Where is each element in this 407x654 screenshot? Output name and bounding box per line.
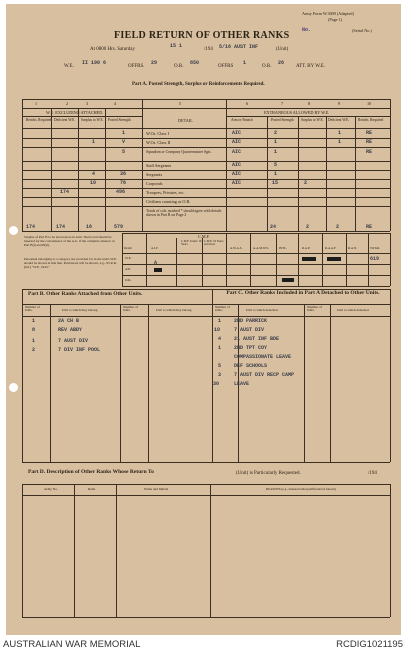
part-c-unit: 21 AUST INF BDE: [234, 336, 280, 342]
part-b-unit: 7 DIV INF POOL: [58, 347, 101, 353]
part-b-num: 1: [32, 318, 36, 324]
cell-value: 15: [272, 180, 279, 186]
part-c-num: 1: [218, 345, 222, 351]
redaction-mark: [302, 257, 316, 261]
cell-value: 36: [120, 171, 127, 177]
posted-total-value: 619: [370, 256, 380, 262]
header-arm-branch: Arm or Branch: [231, 118, 253, 122]
cell-value: 496: [116, 189, 126, 195]
part-c-unit: 2ND PARRICK: [234, 318, 268, 324]
total-value: 174: [56, 224, 66, 230]
cell-value: 5: [122, 149, 126, 155]
part-c-num: 5: [218, 363, 222, 369]
col-number: 8: [308, 101, 311, 106]
col-number: 6: [246, 101, 249, 106]
cell-value: AIC: [232, 162, 242, 168]
detail-label: Troopers, Privates, etc.: [146, 190, 185, 195]
total-value: 16: [86, 224, 93, 230]
part-c-num: 10: [214, 327, 221, 333]
part-b-unit: REV ABDY: [58, 327, 83, 333]
detail-label: W.Os. Class I: [146, 131, 169, 136]
detail-label: Civilians counting as O.R.: [146, 199, 191, 204]
offrs-typed: 29: [151, 60, 158, 66]
part-d-title: Part D. Description of Other Ranks Whose Return To: [28, 469, 154, 475]
part-d-col: Army No.: [44, 487, 58, 491]
posted-header: TOTAL: [370, 246, 381, 250]
or-typed: 850: [190, 60, 200, 66]
header-reinfts-2: Reinfts. Required: [358, 118, 384, 122]
part-c-unit: 7 AUST DIV RECP CAMP: [234, 372, 295, 378]
part-b-num: 1: [32, 338, 36, 344]
or2-label: O.R.: [262, 64, 272, 69]
posted-header: A.W.A.S.: [230, 246, 243, 250]
footer-id: RCDIG1021195: [336, 639, 403, 650]
cell-value: RE: [366, 139, 373, 145]
part-d-unit-requested: (Unit) is Particularly Requested.: [236, 471, 301, 476]
cell-value: 1: [274, 149, 278, 155]
header-detail: DETAIL: [178, 118, 193, 123]
cell-value: 174: [60, 189, 70, 195]
part-a-note-2: Personnel belonging to a category not provided for in the unit's W.E. should be shown in this line. Particulars will be shown, e.g., 95 R.R. (Inf.) "W.E. 1943.": [24, 257, 117, 270]
header-posted-strength: Posted Strength: [108, 118, 131, 122]
col-number: 2: [66, 101, 69, 106]
unit-label: (Unit): [276, 47, 289, 52]
header-deficient-2: Deficient W.E.: [328, 118, 350, 122]
or-label: O.R.: [174, 64, 184, 69]
part-c-num: 4: [218, 336, 222, 342]
detail-label: Corporals: [146, 181, 163, 186]
part-b-col: Unit to which they belong: [156, 308, 192, 312]
posted-header: A.I.F.: [151, 246, 159, 250]
posted-header: INTL.: [279, 246, 288, 250]
we-typed: II 190 6: [82, 60, 107, 66]
detail-label: Sergeants: [146, 172, 163, 177]
total-value: 579: [114, 224, 124, 230]
form-paper: [6, 4, 401, 635]
year-label: /194: [204, 47, 213, 52]
cell-value: 10: [90, 180, 97, 186]
cell-value: AIC: [232, 180, 242, 186]
posted-header: R.A.N.: [348, 246, 358, 250]
header-reinfts-required: Reinfts. Required: [26, 118, 52, 122]
posted-header: Detail: [124, 246, 132, 250]
cell-value: 5: [274, 162, 278, 168]
cell-value: 2: [274, 130, 278, 136]
part-b-title: Part B. Other Ranks Attached from Other Units.: [28, 291, 143, 297]
or2-typed: 26: [278, 60, 285, 66]
we-label: W.E.: [64, 64, 74, 69]
att-label: ATT. BY W.E.: [296, 64, 326, 69]
redaction-mark: [154, 268, 162, 272]
part-d-col: Rank: [88, 487, 96, 491]
part-c-unit: COMPASSIONATE LEAVE: [234, 354, 292, 360]
total-value: 174: [26, 224, 36, 230]
handwritten-number: No.: [302, 27, 312, 33]
part-b-col: Unit to which they belong: [62, 308, 98, 312]
cell-value: AIC: [232, 139, 242, 145]
part-c-num: 30: [213, 381, 220, 387]
col-number: 5: [179, 101, 182, 106]
part-a-note: Surplus of Part B to be shown here in Arm. Their total should be inserted for the convenience of the A.G. if the complete absence of Part B(i) and B(ii).: [24, 235, 115, 248]
cell-value: 1: [274, 171, 278, 177]
col-number: 4: [114, 101, 117, 106]
time-label: At 0800 Hrs. Saturday: [90, 47, 135, 52]
col-number: 7: [281, 101, 284, 106]
cell-value: V: [122, 139, 126, 145]
part-b-unit: 2A CH B: [58, 318, 80, 324]
form-reference: Army Form W.3009 (Adapted): [302, 11, 354, 16]
part-d-year: /194: [368, 471, 377, 476]
date-typed: 15 1: [170, 43, 183, 49]
cell-value: 1: [122, 130, 126, 136]
posted-header: C.M.F. Under 19 Years: [181, 239, 202, 246]
col-number: 9: [338, 101, 341, 106]
punch-hole: [9, 383, 18, 392]
offrs-label: OFFRS.: [128, 64, 145, 69]
cell-value: RE: [366, 130, 373, 136]
header-surplus-2: Surplus to W.E.: [301, 118, 324, 122]
posted-header: A.A.M.W.S.: [253, 246, 269, 250]
cell-value: AIC: [232, 171, 242, 177]
part-c-col: Unit to which detached: [337, 308, 369, 312]
header-surplus: Surplus to W.E.: [81, 118, 104, 122]
part-c-title: Part C. Other Ranks Included in Part A Detached to Other Units.: [226, 290, 380, 296]
cell-value: 1: [338, 130, 342, 136]
posted-aif-value: A: [154, 260, 158, 266]
part-c-unit: LEAVE: [234, 381, 250, 387]
part-c-col: Number of O.Rs.: [307, 305, 322, 313]
offrs2-label: OFFRS: [218, 64, 234, 69]
part-b-num: 8: [32, 327, 36, 333]
part-d-col: Name and Initials: [144, 487, 169, 491]
total-value: 2: [336, 224, 340, 230]
archive-footer: [0, 636, 407, 654]
detail-label: Totals of cols. marked * should agree with details shown in Part B on Page 2: [146, 209, 222, 218]
offrs2-typed: 1: [243, 60, 247, 66]
part-b-col: Number of O.Rs.: [25, 305, 40, 313]
redaction-mark: [327, 257, 341, 261]
part-c-col: Number of O.Rs.: [215, 305, 230, 313]
footer-source: AUSTRALIAN WAR MEMORIAL: [3, 639, 141, 650]
part-c-unit: DEF SCHOOLS: [234, 363, 268, 369]
posted-row-label: O.R.: [125, 278, 132, 282]
cmf-group: C.M.F.: [198, 234, 210, 239]
cell-value: RE: [366, 149, 373, 155]
posted-header: C.M.F. 19 Years and Over: [204, 239, 224, 246]
cell-value: 4: [92, 171, 96, 177]
part-c-num: 3: [218, 372, 222, 378]
part-a-title: Part A. Posted Strength, Surplus or Reinforcements Required.: [132, 82, 265, 87]
posted-header: R.A.A.F.: [325, 246, 337, 250]
cell-value: 1: [274, 139, 278, 145]
col-number: 1: [35, 101, 38, 106]
detail-label: W.Os. Class II: [146, 140, 171, 145]
part-c-col: Unit to which detached: [246, 308, 278, 312]
col-number: 10: [367, 101, 372, 106]
cell-value: 2: [304, 180, 308, 186]
cell-value: AIC: [232, 130, 242, 136]
col-number: 3: [86, 101, 89, 106]
we-excluding-attached: W.E. EXCLUDING ATTACHED.: [46, 110, 104, 115]
total-value: RE: [366, 224, 373, 230]
part-b-num: 2: [32, 347, 36, 353]
redaction-mark: [282, 278, 294, 282]
total-value: 24: [270, 224, 277, 230]
cell-value: 1: [338, 139, 342, 145]
punch-hole: [9, 226, 18, 235]
posted-row-label: W.E.: [125, 256, 132, 260]
form-page: (Page 1): [328, 17, 343, 22]
posted-row-label: AIC: [125, 267, 131, 271]
header-deficient: Deficient W.E.: [54, 118, 76, 122]
cell-value: AIC: [232, 149, 242, 155]
extraneous-allowed: EXTRANEOUS ALLOWED BY W.E.: [264, 110, 330, 115]
detail-label: Staff Sergeants: [146, 163, 172, 168]
header-posted-strength-2: Posted Strength: [271, 118, 294, 122]
cell-value: 1: [92, 139, 96, 145]
form-title: FIELD RETURN OF OTHER RANKS: [114, 30, 290, 41]
part-c-unit: 7 AUST DIV: [234, 327, 265, 333]
total-value: 2: [306, 224, 310, 230]
serial-label: (Serial No.): [352, 28, 372, 33]
unit-typed: 5/16 AUST INF: [219, 44, 259, 50]
posted-header: R.A.P.: [302, 246, 311, 250]
part-c-unit: 2ND TPT COY: [234, 345, 268, 351]
part-c-num: 1: [218, 318, 222, 324]
part-b-unit: 7 AUST DIV: [58, 338, 89, 344]
part-d-col: REASONS (e.g., unusual trade/qualification if known): [266, 487, 336, 491]
part-b-col: Number of O.Rs.: [123, 305, 138, 313]
cell-value: 76: [120, 180, 127, 186]
detail-label: Squadron or Company Quartermaster Sgts.: [146, 150, 212, 154]
